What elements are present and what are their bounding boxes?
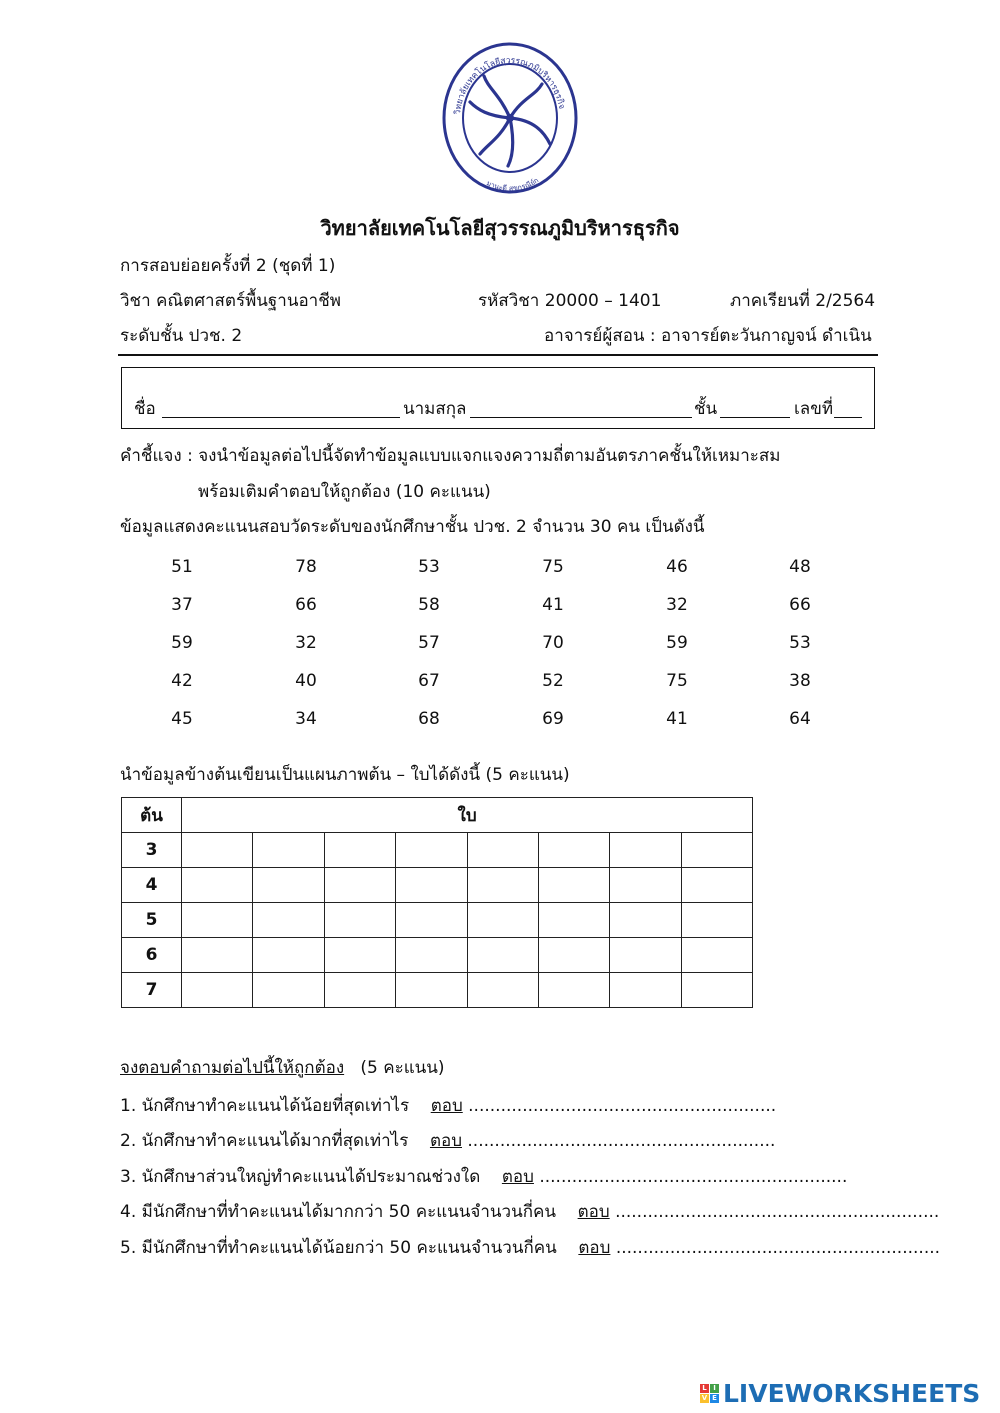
score-cell: 52 [542, 671, 564, 691]
leaf-cell[interactable] [396, 938, 467, 973]
leaf-cell[interactable] [538, 903, 609, 938]
question-text: 1. นักศึกษาทำคะแนนได้น้อยที่สุดเท่าไร [120, 1096, 410, 1116]
leaf-cell[interactable] [324, 833, 395, 868]
answer-line[interactable]: ............................................................ [615, 1202, 940, 1222]
leaf-cell[interactable] [253, 833, 324, 868]
score-cell: 58 [418, 595, 440, 615]
answer-label: ตอบ [501, 1167, 534, 1187]
name-field[interactable] [162, 417, 400, 418]
score-cell: 59 [666, 633, 688, 653]
stem-value: 4 [122, 868, 182, 903]
class-level: ระดับชั้น ปวช. 2 [120, 326, 243, 346]
score-cell: 41 [666, 709, 688, 729]
score-cell: 78 [295, 557, 317, 577]
score-cell: 37 [171, 595, 193, 615]
answer-line[interactable]: ............................................................ [615, 1238, 941, 1258]
quiz-title: การสอบย่อยครั้งที่ 2 (ชุดที่ 1) [120, 256, 336, 276]
college-seal-logo [440, 40, 580, 200]
question-text: 4. มีนักศึกษาที่ทำคะแนนได้มากกว่า 50 คะแนนจำนวนกี่คน [120, 1202, 556, 1222]
number-field[interactable] [834, 417, 862, 418]
liveworksheets-brand [700, 1380, 980, 1406]
class-field[interactable] [720, 417, 790, 418]
score-cell: 51 [171, 557, 193, 577]
question-item [120, 1201, 939, 1223]
leaf-cell[interactable] [681, 938, 752, 973]
score-cell: 59 [171, 633, 193, 653]
instructions-line1: คำชี้แจง : จงนำข้อมูลต่อไปนี้จัดทำข้อมูลแบบแจกแจงความถี่ตามอันตรภาคชั้นให้เหมาะสม [120, 446, 781, 466]
leaf-cell[interactable] [467, 938, 538, 973]
stem-leaf-header-row [122, 798, 753, 833]
leaf-cell[interactable] [610, 938, 681, 973]
leaf-cell[interactable] [396, 833, 467, 868]
student-info-box [121, 367, 875, 429]
question-item [120, 1237, 940, 1259]
leaf-cell[interactable] [253, 868, 324, 903]
stem-value: 7 [122, 973, 182, 1008]
data-intro: ข้อมูลแสดงคะแนนสอบวัดระดับของนักศึกษาชั้น ปวช. 2 จำนวน 30 คน เป็นดังนี้ [120, 517, 705, 537]
leaf-cell[interactable] [538, 938, 609, 973]
leaf-cell[interactable] [324, 938, 395, 973]
header-divider [118, 354, 878, 356]
leaf-header: ใบ [182, 798, 753, 833]
score-cell: 45 [171, 709, 193, 729]
name-label: ชื่อ [134, 399, 156, 419]
seal-arc-bottom-text: มานะดี สุขกรณีย์ก [485, 176, 541, 193]
leaf-cell[interactable] [681, 833, 752, 868]
leaf-cell[interactable] [610, 833, 681, 868]
leaf-cell[interactable] [182, 938, 253, 973]
score-cell: 66 [789, 595, 811, 615]
liveworksheets-wordmark: LIVEWORKSHEETS [723, 1378, 981, 1408]
stem-leaf-title: นำข้อมูลข้างต้นเขียนเป็นแผนภาพต้น – ใบได้ดังนี้ (5 คะแนน) [120, 765, 570, 785]
score-cell: 48 [789, 557, 811, 577]
leaf-cell[interactable] [467, 973, 538, 1008]
questions-points: (5 คะแนน) [360, 1058, 445, 1078]
leaf-cell[interactable] [467, 868, 538, 903]
surname-label: นามสกุล [403, 399, 467, 419]
leaf-cell[interactable] [467, 833, 538, 868]
instructions-line2: พร้อมเติมคำตอบให้ถูกต้อง (10 คะแนน) [198, 482, 491, 502]
score-cell: 32 [295, 633, 317, 653]
leaf-cell[interactable] [610, 903, 681, 938]
score-cell: 75 [542, 557, 564, 577]
answer-label: ตอบ [429, 1131, 462, 1151]
leaf-cell[interactable] [324, 903, 395, 938]
seal-arc-top-text: วิทยาลัยเทคโนโลยีสุวรรณภูมิบริหารธุรกิจ [453, 55, 567, 116]
answer-line[interactable]: ......................................................... [468, 1096, 777, 1116]
leaf-cell[interactable] [467, 903, 538, 938]
stem-value: 3 [122, 833, 182, 868]
answer-line[interactable]: ......................................................... [539, 1167, 848, 1187]
answer-label: ตอบ [578, 1238, 611, 1258]
college-title: วิทยาลัยเทคโนโลยีสุวรรณภูมิบริหารธุรกิจ [320, 216, 680, 240]
leaf-cell[interactable] [681, 973, 752, 1008]
score-cell: 34 [295, 709, 317, 729]
leaf-cell[interactable] [182, 833, 253, 868]
score-cell: 67 [418, 671, 440, 691]
leaf-cell[interactable] [253, 973, 324, 1008]
score-cell: 53 [789, 633, 811, 653]
teacher-name: อาจารย์ผู้สอน : อาจารย์ตะวันกาญจน์ ดำเนิน [544, 326, 872, 346]
subject-label: วิชา คณิตศาสตร์พื้นฐานอาชีพ [120, 291, 341, 311]
stem-value: 5 [122, 903, 182, 938]
stem-leaf-row [122, 903, 753, 938]
answer-label: ตอบ [577, 1202, 610, 1222]
score-cell: 64 [789, 709, 811, 729]
stem-leaf-row [122, 973, 753, 1008]
questions-heading [120, 1057, 445, 1079]
stem-header: ต้น [122, 798, 182, 833]
score-cell: 68 [418, 709, 440, 729]
leaf-cell[interactable] [396, 973, 467, 1008]
number-label: เลขที่ [794, 399, 834, 419]
question-item [120, 1166, 847, 1188]
stem-leaf-row [122, 938, 753, 973]
question-text: 2. นักศึกษาทำคะแนนได้มากที่สุดเท่าไร [120, 1131, 409, 1151]
questions-title: จงตอบคำถามต่อไปนี้ให้ถูกต้อง [120, 1058, 345, 1078]
leaf-cell[interactable] [538, 868, 609, 903]
score-cell: 41 [542, 595, 564, 615]
answer-line[interactable]: ......................................................... [467, 1131, 776, 1151]
stem-leaf-row [122, 868, 753, 903]
leaf-cell[interactable] [610, 973, 681, 1008]
answer-label: ตอบ [430, 1096, 463, 1116]
leaf-cell[interactable] [324, 868, 395, 903]
question-text: 3. นักศึกษาส่วนใหญ่ทำคะแนนได้ประมาณช่วงใด [120, 1167, 481, 1187]
svg-text:วิทยาลัยเทคโนโลยีสุวรรณภูมิบริ [453, 56, 566, 115]
score-cell: 32 [666, 595, 688, 615]
score-cell: 46 [666, 557, 688, 577]
question-text: 5. มีนักศึกษาที่ทำคะแนนได้น้อยกว่า 50 คะแนนจำนวนกี่คน [120, 1238, 557, 1258]
class-label: ชั้น [694, 399, 718, 419]
surname-field[interactable] [470, 417, 692, 418]
score-cell: 75 [666, 671, 688, 691]
leaf-cell[interactable] [610, 868, 681, 903]
leaf-cell[interactable] [324, 973, 395, 1008]
score-cell: 57 [418, 633, 440, 653]
leaf-cell[interactable] [253, 903, 324, 938]
stem-value: 6 [122, 938, 182, 973]
leaf-cell[interactable] [538, 973, 609, 1008]
score-cell: 42 [171, 671, 193, 691]
question-item [120, 1130, 775, 1152]
stem-leaf-table [121, 797, 753, 1008]
leaf-cell[interactable] [182, 868, 253, 903]
score-cell: 53 [418, 557, 440, 577]
liveworksheets-logo-icon: L I V E [700, 1384, 719, 1403]
score-cell: 38 [789, 671, 811, 691]
score-cell: 70 [542, 633, 564, 653]
leaf-cell[interactable] [182, 973, 253, 1008]
question-item [120, 1095, 776, 1117]
score-cell: 66 [295, 595, 317, 615]
stem-leaf-row [122, 833, 753, 868]
score-cell: 69 [542, 709, 564, 729]
leaf-cell[interactable] [182, 903, 253, 938]
score-cell: 40 [295, 671, 317, 691]
leaf-cell[interactable] [681, 903, 752, 938]
subject-code: รหัสวิชา 20000 – 1401 [478, 291, 662, 311]
semester: ภาคเรียนที่ 2/2564 [730, 291, 876, 311]
leaf-cell[interactable] [253, 938, 324, 973]
leaf-cell[interactable] [396, 868, 467, 903]
leaf-cell[interactable] [681, 868, 752, 903]
leaf-cell[interactable] [396, 903, 467, 938]
leaf-cell[interactable] [538, 833, 609, 868]
